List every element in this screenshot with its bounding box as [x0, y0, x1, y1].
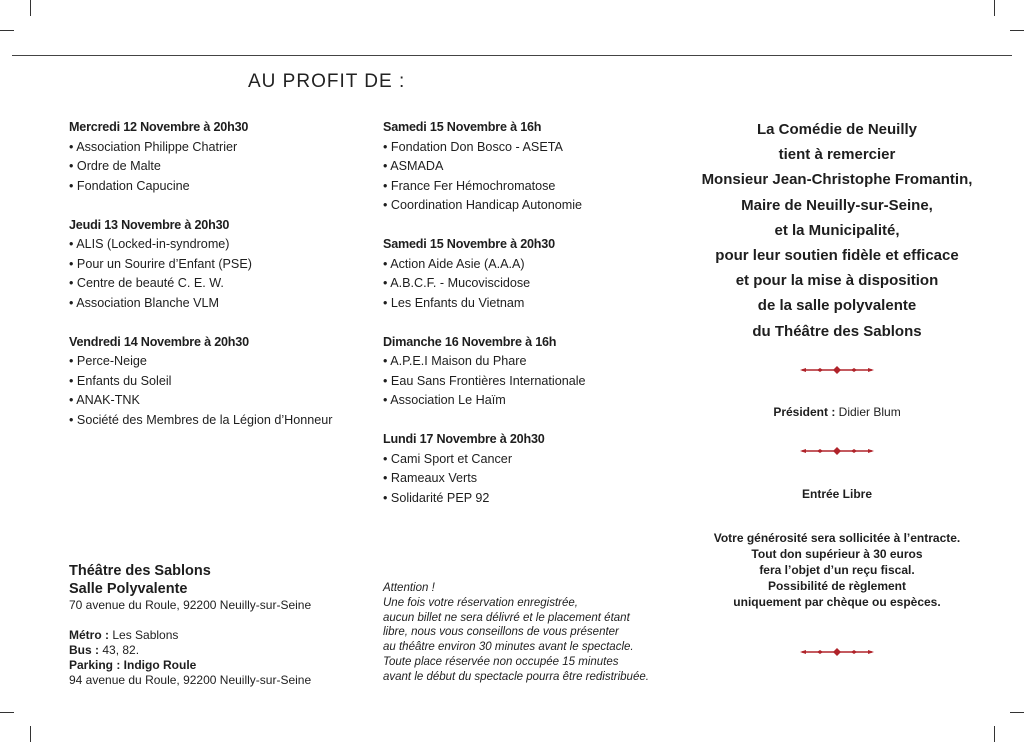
- venue-title: Théâtre des Sablons: [69, 563, 211, 579]
- parking-address: 94 avenue du Roule, 92200 Neuilly-sur-Seine: [69, 673, 312, 687]
- attention-line: aucun billet ne sera délivré et le placement étant: [383, 611, 630, 624]
- ornament-divider: [800, 647, 874, 657]
- president-label: Président :: [773, 405, 836, 419]
- beneficiary-item: • ALIS (Locked-in-syndrome): [69, 235, 369, 255]
- metro-value: Les Sablons: [112, 628, 179, 642]
- beneficiary-item: • France Fer Hémochromatose: [383, 177, 683, 197]
- attention-line: libre, nous vous conseillons de vous présenter: [383, 626, 619, 639]
- beneficiary-item: • Association Blanche VLM: [69, 294, 369, 314]
- thanks-line: pour leur soutien fidèle et efficace: [715, 247, 959, 265]
- thanks-line: du Théâtre des Sablons: [752, 322, 922, 340]
- crop-mark: [1010, 712, 1024, 713]
- beneficiary-item: • Solidarité PEP 92: [383, 489, 683, 509]
- thanks-line: La Comédie de Neuilly: [756, 121, 918, 138]
- beneficiary-item: • Les Enfants du Vietnam: [383, 294, 683, 314]
- bus-line: [69, 643, 311, 658]
- event-group: [383, 118, 683, 216]
- top-rule: [12, 55, 1012, 56]
- events-column-left: [69, 118, 369, 450]
- parking-label: Parking : Indigo Roule: [69, 658, 197, 672]
- event-date: Mercredi 12 Novembre à 20h30: [69, 120, 249, 134]
- ornament-divider: [800, 365, 874, 375]
- event-group: [69, 216, 369, 314]
- beneficiary-item: • Rameaux Verts: [383, 469, 683, 489]
- event-date: Samedi 15 Novembre à 16h: [383, 120, 542, 134]
- beneficiary-item: • A.B.C.F. - Mucoviscidose: [383, 274, 683, 294]
- attention-line: Une fois votre réservation enregistrée,: [383, 596, 578, 609]
- generosity-line: Tout don supérieur à 30 euros: [751, 547, 923, 561]
- metro-label: Métro :: [69, 628, 109, 642]
- attention-line: Toute place réservée non occupée 15 minutes: [383, 655, 619, 668]
- generosity-note: [690, 530, 984, 610]
- page-heading: AU PROFIT DE :: [248, 71, 406, 92]
- events-column-middle: [383, 118, 683, 528]
- event-date: Jeudi 13 Novembre à 20h30: [69, 217, 230, 232]
- metro-line: [69, 628, 311, 643]
- thanks-line: et la Municipalité,: [774, 221, 900, 239]
- crop-mark: [0, 30, 14, 31]
- attention-note: [383, 581, 649, 685]
- beneficiary-item: • Association Le Haïm: [383, 391, 683, 411]
- attention-line: avant le début du spectacle pourra être redistribuée.: [383, 670, 649, 683]
- generosity-line: Possibilité de règlement: [767, 579, 907, 593]
- thanks-line: tient à remercier: [778, 146, 896, 164]
- bus-label: Bus :: [69, 643, 99, 657]
- crop-mark: [994, 726, 995, 742]
- thanks-line: Maire de Neuilly-sur-Seine,: [741, 196, 933, 214]
- crop-mark: [0, 712, 14, 713]
- beneficiary-item: • A.P.E.I Maison du Phare: [383, 352, 683, 372]
- thanks-line: Monsieur Jean-Christophe Fromantin,: [701, 171, 973, 189]
- beneficiary-item: • ANAK-TNK: [69, 391, 369, 411]
- attention-title: Attention !: [383, 582, 435, 594]
- crop-mark: [994, 0, 995, 16]
- event-group: [383, 235, 683, 313]
- ornament-divider: [800, 446, 874, 456]
- venue-address: 70 avenue du Roule, 92200 Neuilly-sur-Seine: [69, 598, 312, 612]
- crop-mark: [30, 726, 31, 742]
- beneficiary-item: • Coordination Handicap Autonomie: [383, 196, 683, 216]
- beneficiary-item: • Action Aide Asie (A.A.A): [383, 255, 683, 275]
- beneficiary-item: • Cami Sport et Cancer: [383, 450, 683, 470]
- crop-mark: [30, 0, 31, 16]
- beneficiary-item: • ASMADA: [383, 157, 683, 177]
- crop-mark: [1010, 30, 1024, 31]
- thanks-line: et pour la mise à disposition: [735, 272, 939, 290]
- thanks-line: de la salle polyvalente: [757, 297, 917, 315]
- event-group: [383, 333, 683, 411]
- beneficiary-item: • Fondation Don Bosco - ASETA: [383, 138, 683, 158]
- beneficiary-item: • Fondation Capucine: [69, 177, 369, 197]
- beneficiary-item: • Société des Membres de la Légion d’Honneur: [69, 411, 369, 431]
- thanks-message: [690, 117, 984, 344]
- event-group: [69, 118, 369, 196]
- entry-free: Entrée Libre: [801, 487, 873, 501]
- attention-line: au théâtre environ 30 minutes avant le spectacle.: [383, 641, 634, 654]
- beneficiary-item: • Perce-Neige: [69, 352, 369, 372]
- beneficiary-item: • Eau Sans Frontières Internationale: [383, 372, 683, 392]
- generosity-line: Votre générosité sera sollicitée à l’entracte.: [713, 531, 961, 545]
- president-name: Didier Blum: [838, 405, 901, 419]
- beneficiary-item: • Ordre de Malte: [69, 157, 369, 177]
- president-line: [690, 405, 984, 419]
- bus-value: 43, 82.: [102, 643, 140, 657]
- event-group: [383, 430, 683, 508]
- beneficiary-item: • Pour un Sourire d’Enfant (PSE): [69, 255, 369, 275]
- beneficiary-item: • Centre de beauté C. E. W.: [69, 274, 369, 294]
- event-date: Vendredi 14 Novembre à 20h30: [69, 334, 249, 349]
- venue-info: [69, 562, 311, 688]
- generosity-line: uniquement par chèque ou espèces.: [733, 595, 941, 609]
- event-date: Dimanche 16 Novembre à 16h: [383, 334, 557, 349]
- event-date: Lundi 17 Novembre à 20h30: [383, 432, 545, 446]
- event-group: [69, 333, 369, 431]
- generosity-line: fera l’objet d’un reçu fiscal.: [759, 563, 915, 577]
- venue-subtitle: Salle Polyvalente: [69, 581, 188, 597]
- event-date: Samedi 15 Novembre à 20h30: [383, 237, 555, 251]
- beneficiary-item: • Enfants du Soleil: [69, 372, 369, 392]
- beneficiary-item: • Association Philippe Chatrier: [69, 138, 369, 158]
